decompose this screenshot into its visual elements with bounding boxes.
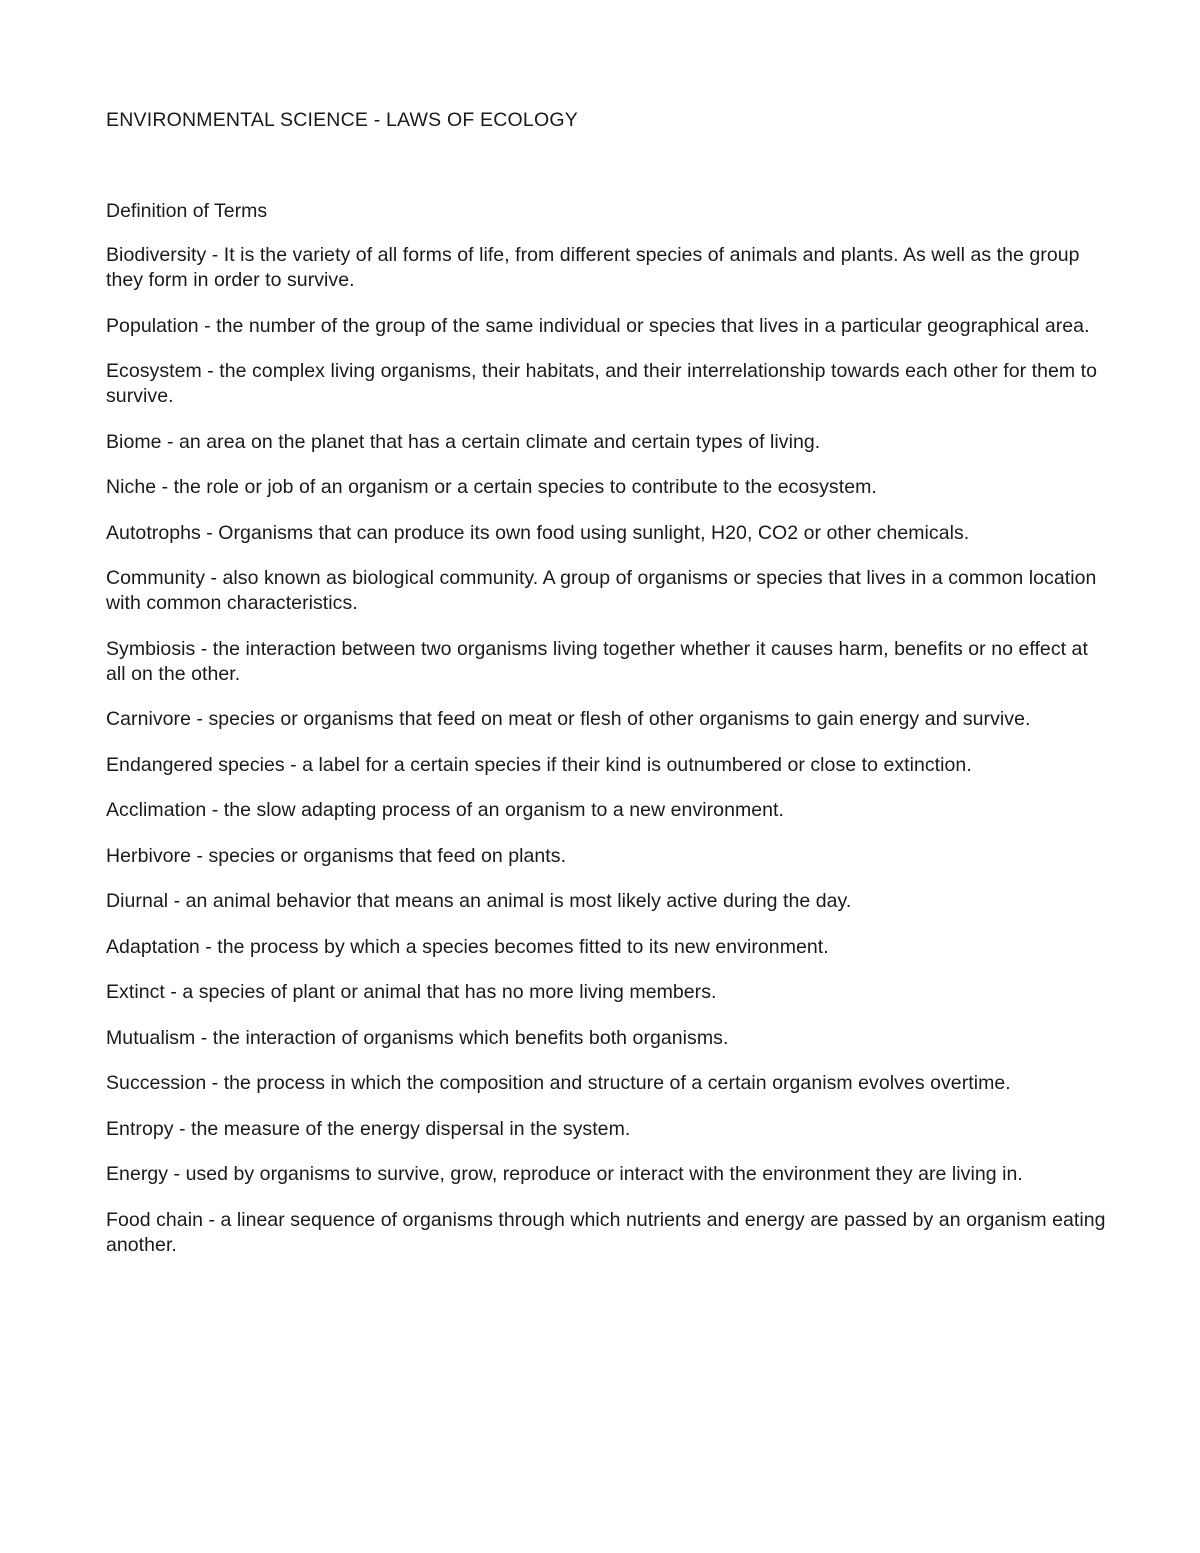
term-endangered-species: Endangered species - a label for a certain species if their kind is outnumbered or close to extinction.	[106, 753, 972, 776]
term-carnivore: Carnivore - species or organisms that feed on meat or flesh of other organisms to gain energy and survive.	[106, 708, 1031, 730]
section-heading: Definition of Terms	[106, 200, 268, 222]
term-extinct: Extinct - a species of plant or animal that has no more living members.	[106, 981, 717, 1003]
document-title: ENVIRONMENTAL SCIENCE - LAWS OF ECOLOGY	[106, 109, 578, 131]
term-biome: Biome - an area on the planet that has a certain climate and certain types of living.	[106, 430, 821, 453]
term-biodiversity: Biodiversity - It is the variety of all forms of life, from different species of animals and plants. As well as the group they form in order to survive.	[106, 244, 1080, 291]
term-niche: Niche - the role or job of an organism or a certain species to contribute to the ecosystem.	[106, 476, 877, 498]
term-succession: Succession - the process in which the composition and structure of a certain organism evolves overtime.	[106, 1072, 1011, 1094]
term-herbivore: Herbivore - species or organisms that feed on plants.	[106, 844, 567, 867]
term-ecosystem: Ecosystem - the complex living organisms, their habitats, and their interrelationship towards each other for them to survive.	[106, 360, 1098, 407]
term-adaptation: Adaptation - the process by which a species becomes fitted to its new environment.	[106, 935, 829, 958]
term-population: Population - the number of the group of the same individual or species that lives in a particular geographical area.	[106, 314, 1090, 337]
term-mutualism: Mutualism - the interaction of organisms which benefits both organisms.	[106, 1026, 729, 1049]
term-diurnal: Diurnal - an animal behavior that means an animal is most likely active during the day.	[106, 890, 852, 912]
term-symbiosis: Symbiosis - the interaction between two organisms living together whether it causes harm, benefits or no effect at all on the other.	[106, 637, 1088, 685]
term-acclimation: Acclimation - the slow adapting process of an organism to a new environment.	[106, 799, 784, 821]
term-food-chain: Food chain - a linear sequence of organisms through which nutrients and energy are passed by an organism eating another.	[106, 1208, 1106, 1256]
terms-list	[106, 243, 1106, 1278]
term-energy: Energy - used by organisms to survive, grow, reproduce or interact with the environment they are living in.	[106, 1163, 1023, 1185]
term-entropy: Entropy - the measure of the energy dispersal in the system.	[106, 1117, 631, 1140]
term-autotrophs: Autotrophs - Organisms that can produce its own food using sunlight, H20, CO2 or other chemicals.	[106, 521, 970, 544]
term-community: Community - also known as biological community. A group of organisms or species that lives in a common location with common characteristics.	[106, 567, 1097, 614]
